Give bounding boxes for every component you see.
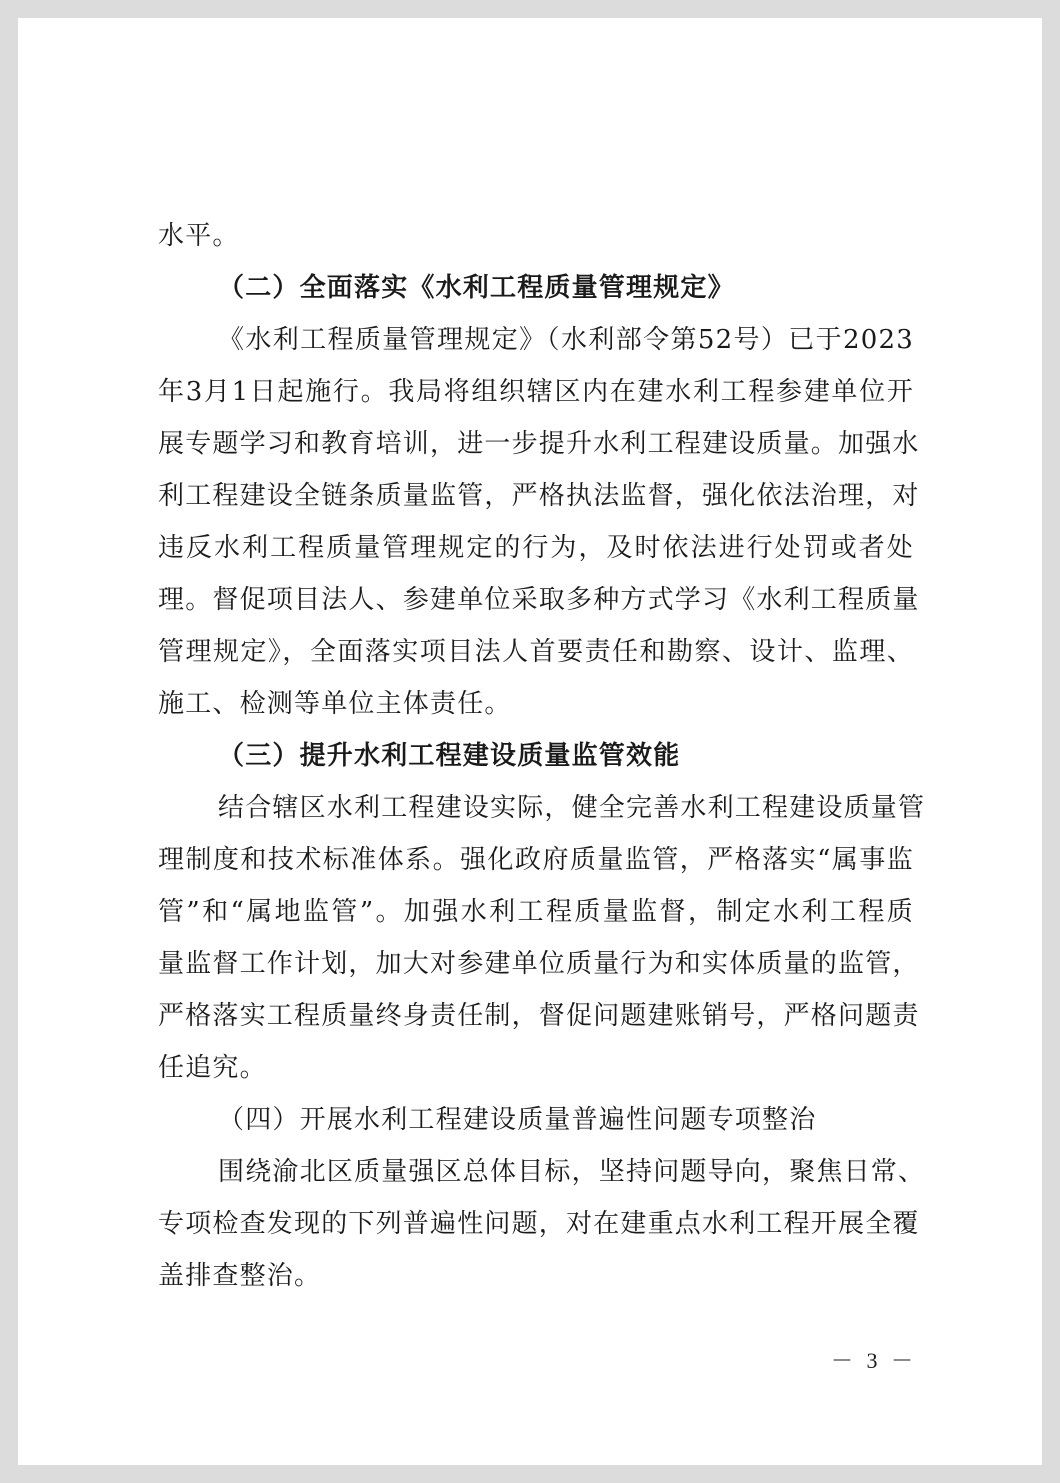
paragraph-line: 结合辖区水利工程建设实际，健全完善水利工程建设质量管 xyxy=(218,793,926,823)
paragraph-line: 理。督促项目法人、参建单位采取多种方式学习《水利工程质量 xyxy=(158,585,920,615)
section-heading-2: （二）全面落实《水利工程质量管理规定》 xyxy=(218,273,735,303)
page-number: － 3 － xyxy=(830,1348,917,1373)
paragraph-line: 专项检查发现的下列普遍性问题，对在建重点水利工程开展全覆 xyxy=(158,1209,920,1239)
paragraph-line: 管”和“属地监管”。加强水利工程质量监督，制定水利工程质 xyxy=(158,897,914,927)
paragraph-line: 违反水利工程质量管理规定的行为，及时依法进行处罚或者处 xyxy=(158,533,914,563)
paragraph-line: 利工程建设全链条质量监管，严格执法监督，强化依法治理，对 xyxy=(158,481,920,511)
paragraph-line: 理制度和技术标准体系。强化政府质量监管，严格落实“属事监 xyxy=(158,845,914,875)
body-text xyxy=(158,210,926,1302)
paragraph-line: 量监督工作计划，加大对参建单位质量行为和实体质量的监管， xyxy=(158,949,920,979)
paragraph-line: 年3月1日起施行。我局将组织辖区内在建水利工程参建单位开 xyxy=(158,377,914,407)
paragraph-line: 盖排查整治。 xyxy=(158,1261,322,1291)
paragraph-line: 管理规定》，全面落实项目法人首要责任和勘察、设计、监理、 xyxy=(158,637,914,667)
paragraph-line: 严格落实工程质量终身责任制，督促问题建账销号，严格问题责 xyxy=(158,1001,920,1031)
paragraph-line: 施工、检测等单位主体责任。 xyxy=(158,689,512,719)
paragraph-line: 《水利工程质量管理规定》（水利部令第52号）已于2023 xyxy=(218,325,914,355)
paragraph-line: 展专题学习和教育培训，进一步提升水利工程建设质量。加强水 xyxy=(158,429,920,459)
section-heading-3: （三）提升水利工程建设质量监管效能 xyxy=(218,741,681,771)
document-page xyxy=(18,18,1042,1465)
paragraph-line: 水平。 xyxy=(158,221,240,251)
paragraph-line: 任追究。 xyxy=(158,1053,267,1083)
paragraph-line: 围绕渝北区质量强区总体目标，坚持问题导向，聚焦日常、 xyxy=(218,1157,926,1187)
section-heading-4: （四）开展水利工程建设质量普遍性问题专项整治 xyxy=(218,1105,817,1135)
